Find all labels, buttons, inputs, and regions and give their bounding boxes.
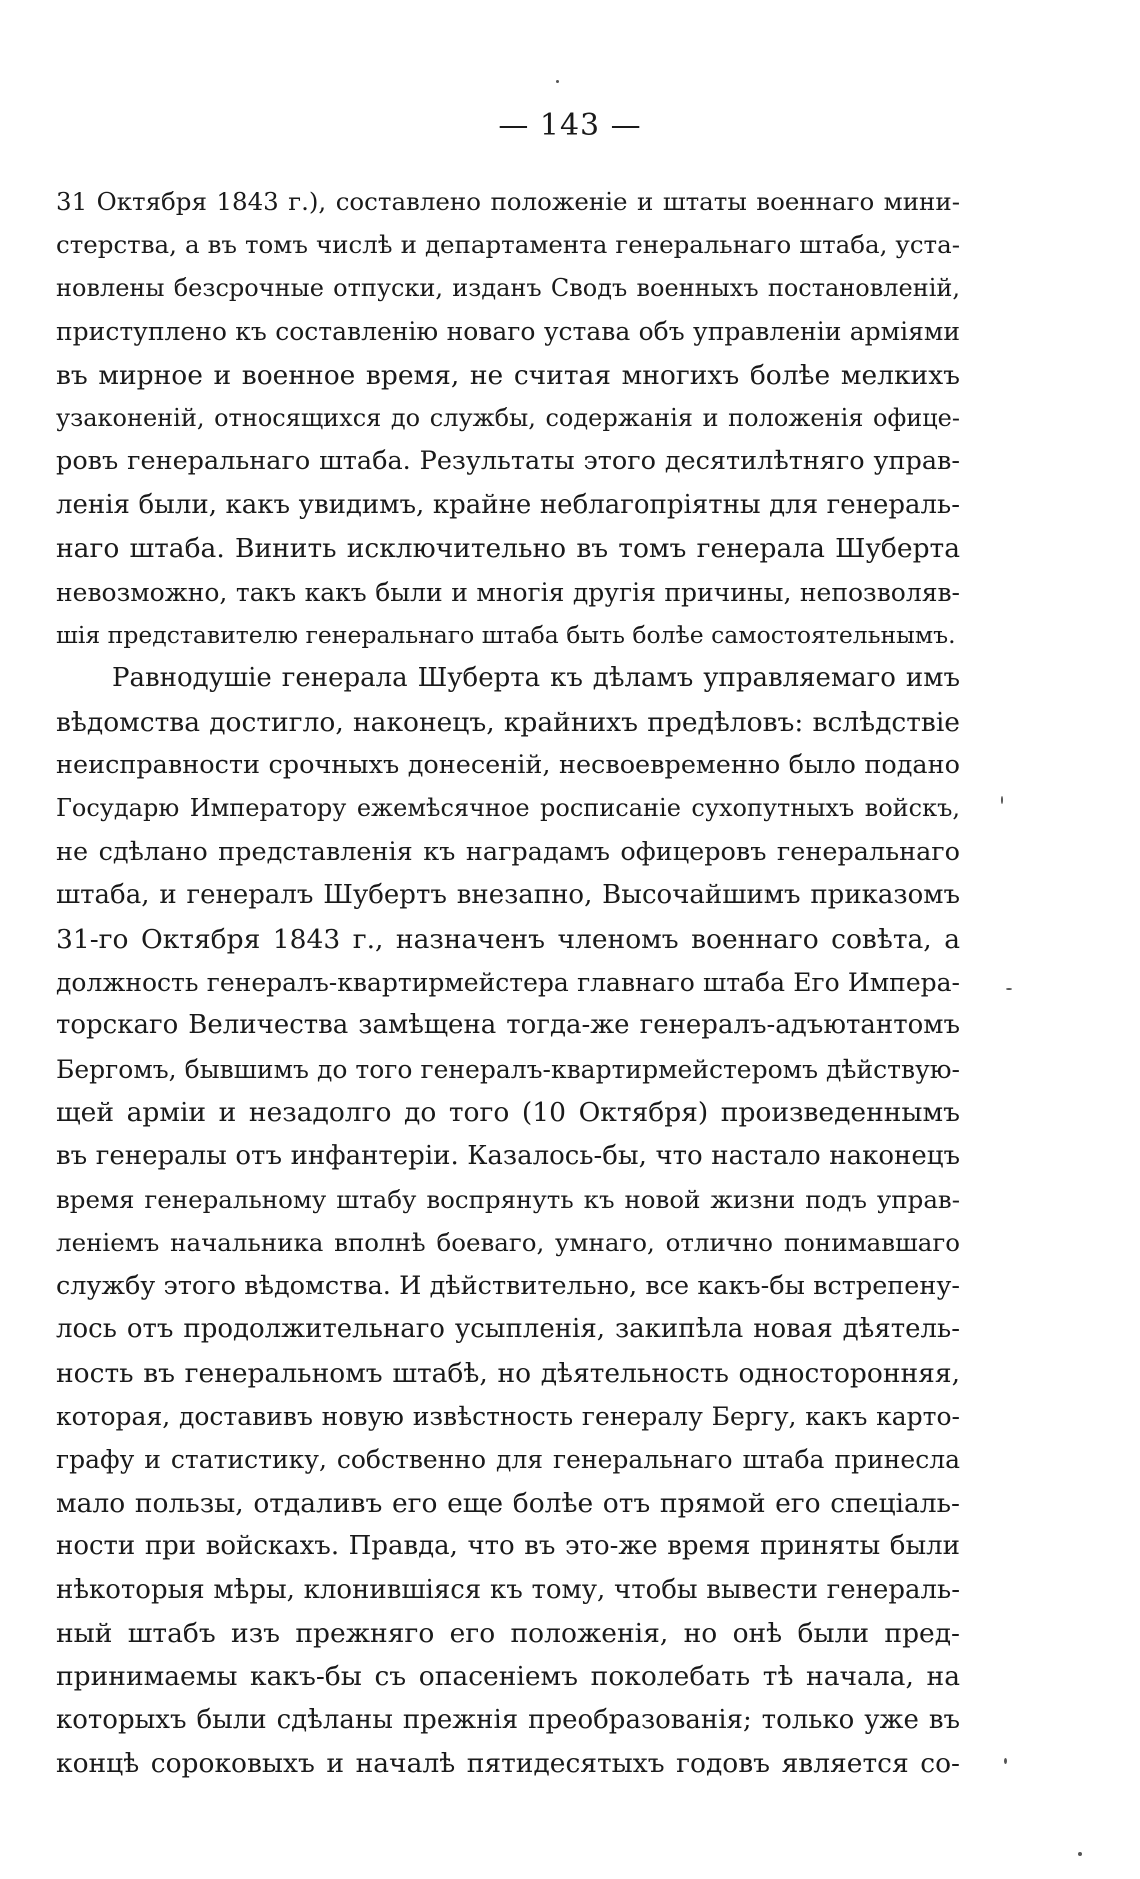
text-line: Бергомъ, бывшимъ до того генералъ-квартирмейстеромъ дѣйствую- [56, 1054, 960, 1084]
text-line: леніемъ начальника вполнѣ боеваго, умнаго, отлично понимавшаго [56, 1228, 960, 1258]
text-line: наго штаба. Винить исключительно въ томъ генерала Шуберта [56, 533, 960, 565]
text-line: Равнодушіе генерала Шуберта къ дѣламъ управляемаго имъ [112, 663, 960, 694]
text-line: лось отъ продолжительнаго усыпленія, закипѣла новая дѣятель- [56, 1314, 960, 1345]
paragraph-1 [56, 180, 960, 657]
text-line: ленія были, какъ увидимъ, крайне неблагопріятны для генераль- [56, 489, 960, 520]
text-line: нѣкоторыя мѣры, клонившіяся къ тому, чтобы вывести генераль- [56, 1574, 960, 1605]
paragraph-2 [56, 657, 960, 1785]
text-line: невозможно, такъ какъ были и многія другія причины, непозволяв- [56, 577, 960, 607]
text-line: графу и статистику, собственно для генеральнаго штаба принесла [56, 1445, 960, 1475]
text-line: время генеральному штабу воспрянуть къ новой жизни подъ управ- [56, 1184, 960, 1214]
text-line: 31 Октября 1843 г.), составлено положеніе и штаты военнаго мини- [56, 187, 960, 216]
text-line: приступлено къ составленію новаго устава объ управленіи арміями [56, 317, 960, 347]
text-line: торскаго Величества замѣщена тогда-же генералъ-адъютантомъ [56, 1010, 960, 1041]
page-number: — 143 — [498, 108, 642, 143]
text-line: стерства, а въ томъ числѣ и департамента генеральнаго штаба, уста- [56, 230, 960, 260]
text-line: мало пользы, отдаливъ его еще болѣе отъ прямой его спеціаль- [56, 1487, 960, 1519]
text-line: новлены безсрочные отпуски, изданъ Сводъ военныхъ постановленій, [56, 273, 960, 302]
text-line: 31-го Октября 1843 г., назначенъ членомъ военнаго совѣта, а [56, 923, 960, 955]
text-line: службу этого вѣдомства. И дѣйствительно, все какъ-бы встрепену- [56, 1270, 960, 1301]
text-line: которыхъ были сдѣланы прежнія преобразованія; только уже въ [56, 1704, 960, 1735]
text-line: ровъ генеральнаго штаба. Результаты этого десятилѣтняго управ- [56, 446, 960, 477]
text-line: ный штабъ изъ прежняго его положенія, но онѣ были пред- [56, 1617, 960, 1649]
text-line: Государю Императору ежемѣсячное росписаніе сухопутныхъ войскъ, [56, 794, 960, 823]
text-line: не сдѣлано представленія къ наградамъ офицеровъ генеральнаго [56, 836, 960, 867]
text-line: концѣ сороковыхъ и началѣ пятидесятыхъ годовъ является со- [56, 1748, 960, 1780]
scan-speck [1004, 1758, 1007, 1764]
text-line: ность въ генеральномъ штабѣ, но дѣятельность односторонняя, [56, 1357, 960, 1389]
body-text [56, 180, 960, 1785]
text-line: вѣдомства достигло, наконецъ, крайнихъ предѣловъ: вслѣдствіе [56, 706, 960, 738]
text-line: принимаемы какъ-бы съ опасеніемъ поколебать тѣ начала, на [56, 1661, 960, 1693]
text-line: щей арміи и незадолго до того (10 Октября) произведеннымъ [56, 1097, 960, 1129]
text-line: шія представителю генеральнаго штаба быть болѣе самостоятельнымъ. [56, 620, 956, 649]
text-line: которая, доставивъ новую извѣстность генералу Бергу, какъ карто- [56, 1401, 960, 1431]
text-line: узаконеній, относящихся до службы, содержанія и положенія офице- [56, 403, 960, 432]
text-line: ности при войскахъ. Правда, что въ это-же время приняты были [56, 1531, 960, 1562]
text-line: должность генералъ-квартирмейстера главнаго штаба Его Импера- [56, 968, 960, 998]
text-line: неисправности срочныхъ донесеній, несвоевременно было подано [56, 750, 960, 781]
text-line: въ мирное и военное время, не считая многихъ болѣе мелкихъ [56, 359, 960, 391]
scan-speck [1006, 988, 1012, 990]
text-line: штаба, и генералъ Шубертъ внезапно, Высочайшимъ приказомъ [56, 880, 960, 911]
text-line: въ генералы отъ инфантеріи. Казалось-бы, что настало наконецъ [56, 1140, 960, 1171]
scan-speck [1078, 1852, 1082, 1856]
scan-speck [556, 80, 559, 83]
scan-speck [1001, 796, 1003, 804]
